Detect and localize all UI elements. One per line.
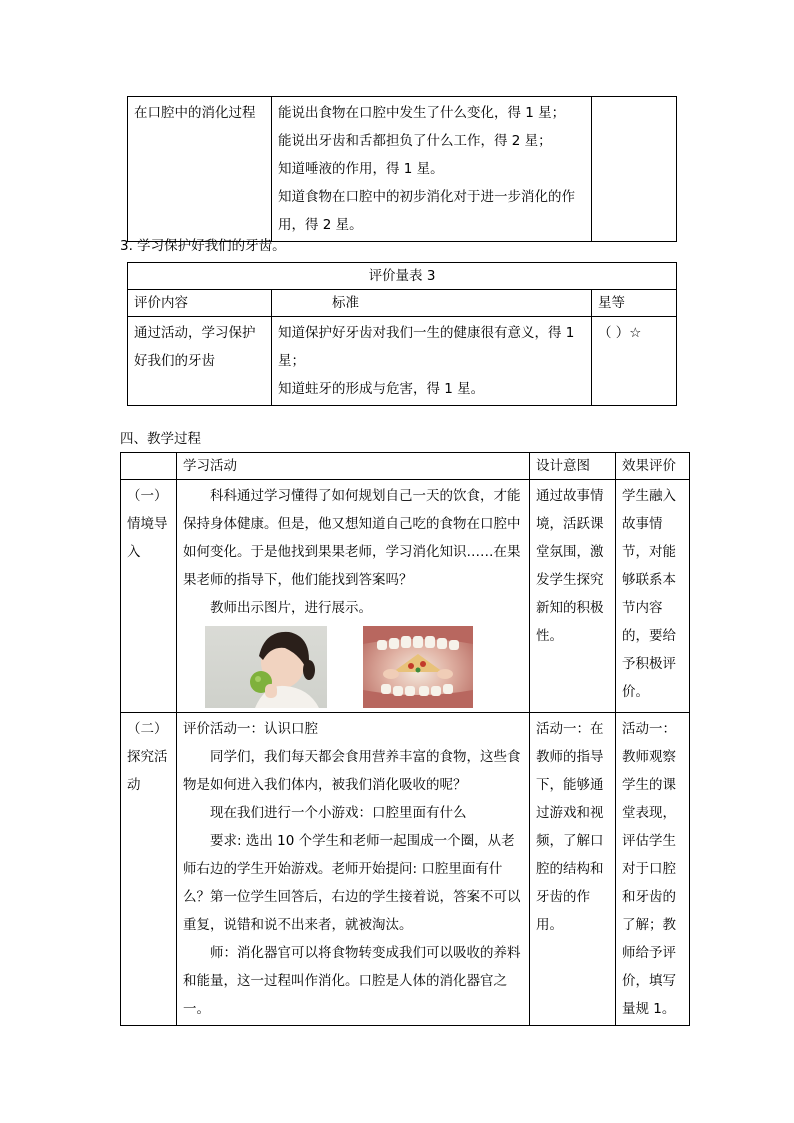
activity-paragraph: 同学们，我们每天都会食用营养丰富的食物，这些食物是如何进入我们体内，被我们消化吸收的呢？: [183, 749, 521, 793]
header-eval: 效果评价: [616, 453, 690, 480]
image-row: [183, 622, 523, 710]
activity-paragraph: 师：消化器官可以将食物转变成我们可以吸收的养料和能量，这一过程叫作消化。口腔是人体的消化器官之一。: [183, 945, 521, 1017]
standards-cell: [272, 97, 592, 242]
standards-cell: [272, 317, 592, 406]
header-intent: 设计意图: [530, 453, 616, 480]
activity-subtitle: 评价活动一：认识口腔: [183, 721, 318, 737]
stars-cell: （ ）☆: [592, 317, 677, 406]
header-content: 评价内容: [128, 290, 272, 317]
table-caption: 评价量表 3: [128, 263, 677, 290]
eval-cell: 活动一：教师观察学生的课堂表现，评估学生对于口腔和牙齿的了解；教师给予评价，填写量规 1。: [616, 713, 690, 1026]
section-4-heading: 四、教学过程: [120, 431, 201, 447]
header-activity: 学习活动: [177, 453, 530, 480]
table-header-row: [121, 453, 690, 480]
standard-line: 知道食物在口腔中的初步消化对于进一步消化的作用，得 2 星。: [278, 189, 575, 233]
table-caption-row: [128, 263, 677, 290]
content-cell: 通过活动，学习保护好我们的牙齿: [128, 317, 272, 406]
girl-eating-apple-image: [205, 626, 327, 708]
evaluation-table-continued: [127, 96, 677, 242]
activity-paragraph: 要求: 选出 10 个学生和老师一起围成一个圈，从老师右边的学生开始游戏。老师开始提问: 口腔里面有什么？第一位学生回答后，右边的学生接着说，答案不可以重复，说错和说不出来者，就被淘汰。: [183, 833, 521, 933]
table-row: [121, 713, 690, 1026]
stars-cell: [592, 97, 677, 242]
food-in-mouth-image: [363, 626, 473, 708]
activity-paragraph: 科科通过学习懂得了如何规划自己一天的饮食，才能保持身体健康。但是，他又想知道自己吃的食物在口腔中如何变化。于是他找到果果老师，学习消化知识……在果果老师的指导下，他们能找到答案吗？: [183, 488, 521, 588]
standard-line: 知道保护好牙齿对我们一生的健康很有意义，得 1 星；: [278, 325, 575, 369]
header-blank: [121, 453, 177, 480]
activity-cell: [177, 480, 530, 713]
eval-cell: 学生融入故事情节，对能够联系本节内容的，要给予积极评价。: [616, 480, 690, 713]
evaluation-table-3: [127, 262, 677, 406]
section-3-heading: 3. 学习保护好我们的牙齿。: [120, 238, 286, 254]
activity-paragraph: 现在我们进行一个小游戏：口腔里面有什么: [210, 805, 467, 821]
teaching-process-table: [120, 452, 690, 1026]
intent-cell: 通过故事情境，活跃课堂氛围，激发学生探究新知的积极性。: [530, 480, 616, 713]
header-stars: 星等: [592, 290, 677, 317]
table-row: [121, 480, 690, 713]
stage-cell: （一）情境导入: [121, 480, 177, 713]
standard-line: 知道唾液的作用，得 1 星。: [278, 161, 444, 177]
standard-line: 知道蛀牙的形成与危害，得 1 星。: [278, 381, 485, 397]
table-header-row: [128, 290, 677, 317]
activity-paragraph: 教师出示图片，进行展示。: [210, 600, 372, 616]
intent-cell: 活动一：在教师的指导下，能够通过游戏和视频，了解口腔的结构和牙齿的作用。: [530, 713, 616, 1026]
stage-cell: （二）探究活动: [121, 713, 177, 1026]
content-cell: 在口腔中的消化过程: [128, 97, 272, 242]
header-standard: 标准: [272, 290, 592, 317]
table-row: [128, 317, 677, 406]
activity-cell: [177, 713, 530, 1026]
standard-line: 能说出牙齿和舌都担负了什么工作，得 2 星；: [278, 133, 552, 149]
standard-line: 能说出食物在口腔中发生了什么变化，得 1 星；: [278, 105, 566, 121]
table-row: [128, 97, 677, 242]
